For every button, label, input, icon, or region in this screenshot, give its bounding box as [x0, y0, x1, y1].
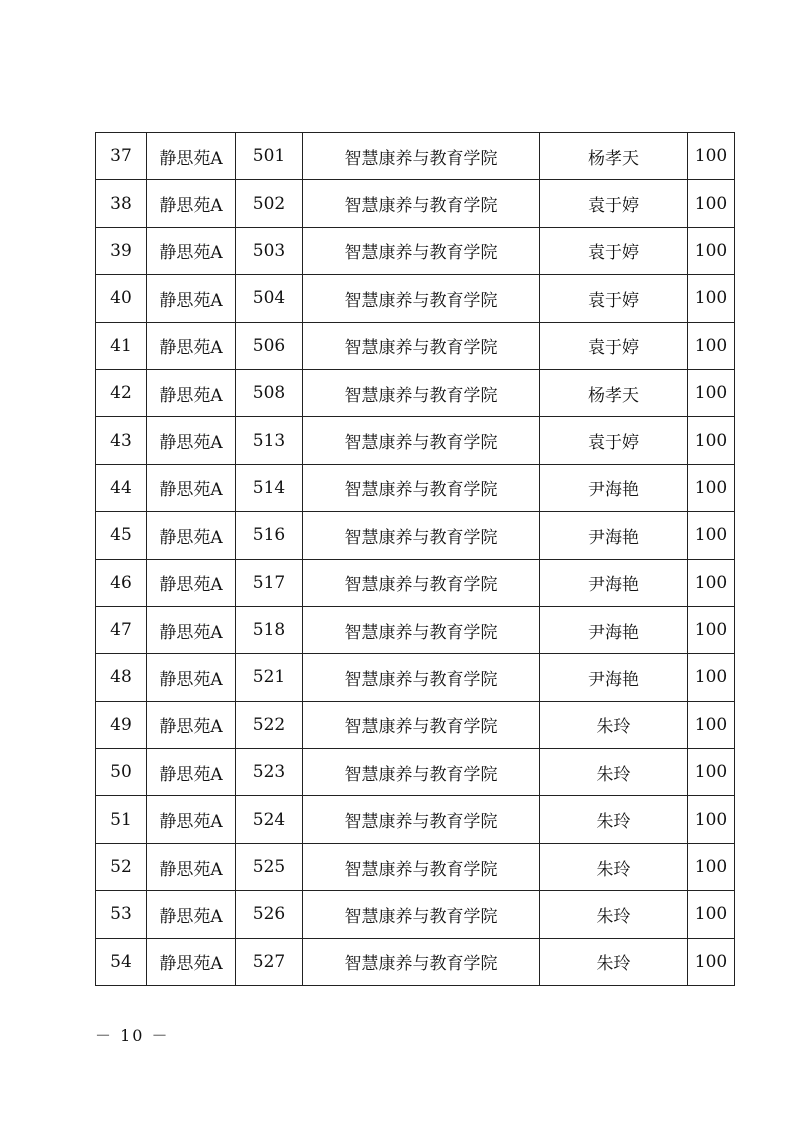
teacher-cell: 朱玲: [540, 891, 688, 938]
building-cell: 静思苑A: [147, 275, 236, 322]
row-index-cell: 37: [96, 133, 147, 180]
college-cell: 智慧康养与教育学院: [303, 843, 540, 890]
teacher-cell: 朱玲: [540, 843, 688, 890]
building-cell: 静思苑A: [147, 559, 236, 606]
table-row: [96, 606, 735, 653]
building-cell: 静思苑A: [147, 749, 236, 796]
score-cell: 100: [688, 227, 735, 274]
row-index-cell: 38: [96, 180, 147, 227]
row-index-cell: 46: [96, 559, 147, 606]
table-row: [96, 512, 735, 559]
room-number-cell: 522: [236, 701, 303, 748]
teacher-cell: 朱玲: [540, 938, 688, 985]
score-cell: 100: [688, 606, 735, 653]
building-cell: 静思苑A: [147, 606, 236, 653]
score-cell: 100: [688, 369, 735, 416]
row-index-cell: 43: [96, 417, 147, 464]
room-number-cell: 516: [236, 512, 303, 559]
college-cell: 智慧康养与教育学院: [303, 512, 540, 559]
college-cell: 智慧康养与教育学院: [303, 654, 540, 701]
building-cell: 静思苑A: [147, 417, 236, 464]
table-row: [96, 275, 735, 322]
table-row: [96, 180, 735, 227]
table-row: [96, 417, 735, 464]
table-row: [96, 322, 735, 369]
room-number-cell: 518: [236, 606, 303, 653]
room-number-cell: 504: [236, 275, 303, 322]
score-cell: 100: [688, 749, 735, 796]
dormitory-score-table: [95, 132, 735, 986]
room-number-cell: 508: [236, 369, 303, 416]
table-row: [96, 938, 735, 985]
room-number-cell: 501: [236, 133, 303, 180]
building-cell: 静思苑A: [147, 891, 236, 938]
teacher-cell: 袁于婷: [540, 275, 688, 322]
score-cell: 100: [688, 133, 735, 180]
row-index-cell: 44: [96, 464, 147, 511]
score-cell: 100: [688, 701, 735, 748]
row-index-cell: 47: [96, 606, 147, 653]
row-index-cell: 50: [96, 749, 147, 796]
score-cell: 100: [688, 654, 735, 701]
table-body: [96, 133, 735, 986]
score-cell: 100: [688, 417, 735, 464]
college-cell: 智慧康养与教育学院: [303, 749, 540, 796]
row-index-cell: 40: [96, 275, 147, 322]
building-cell: 静思苑A: [147, 180, 236, 227]
college-cell: 智慧康养与教育学院: [303, 369, 540, 416]
teacher-cell: 朱玲: [540, 701, 688, 748]
building-cell: 静思苑A: [147, 938, 236, 985]
table-row: [96, 464, 735, 511]
building-cell: 静思苑A: [147, 133, 236, 180]
building-cell: 静思苑A: [147, 322, 236, 369]
row-index-cell: 52: [96, 843, 147, 890]
room-number-cell: 521: [236, 654, 303, 701]
college-cell: 智慧康养与教育学院: [303, 464, 540, 511]
row-index-cell: 42: [96, 369, 147, 416]
teacher-cell: 尹海艳: [540, 654, 688, 701]
college-cell: 智慧康养与教育学院: [303, 938, 540, 985]
score-cell: 100: [688, 843, 735, 890]
row-index-cell: 48: [96, 654, 147, 701]
room-number-cell: 514: [236, 464, 303, 511]
college-cell: 智慧康养与教育学院: [303, 227, 540, 274]
score-cell: 100: [688, 512, 735, 559]
room-number-cell: 526: [236, 891, 303, 938]
score-cell: 100: [688, 464, 735, 511]
table-row: [96, 843, 735, 890]
row-index-cell: 49: [96, 701, 147, 748]
table-row: [96, 701, 735, 748]
room-number-cell: 524: [236, 796, 303, 843]
building-cell: 静思苑A: [147, 701, 236, 748]
teacher-cell: 朱玲: [540, 796, 688, 843]
table-row: [96, 227, 735, 274]
building-cell: 静思苑A: [147, 512, 236, 559]
college-cell: 智慧康养与教育学院: [303, 606, 540, 653]
building-cell: 静思苑A: [147, 369, 236, 416]
teacher-cell: 朱玲: [540, 749, 688, 796]
row-index-cell: 45: [96, 512, 147, 559]
row-index-cell: 54: [96, 938, 147, 985]
room-number-cell: 513: [236, 417, 303, 464]
table-row: [96, 133, 735, 180]
room-number-cell: 502: [236, 180, 303, 227]
score-cell: 100: [688, 180, 735, 227]
building-cell: 静思苑A: [147, 654, 236, 701]
table-row: [96, 891, 735, 938]
college-cell: 智慧康养与教育学院: [303, 180, 540, 227]
teacher-cell: 袁于婷: [540, 180, 688, 227]
table-row: [96, 559, 735, 606]
row-index-cell: 39: [96, 227, 147, 274]
room-number-cell: 517: [236, 559, 303, 606]
score-cell: 100: [688, 275, 735, 322]
page-number: － 10 －: [95, 1026, 170, 1045]
room-number-cell: 503: [236, 227, 303, 274]
college-cell: 智慧康养与教育学院: [303, 417, 540, 464]
college-cell: 智慧康养与教育学院: [303, 796, 540, 843]
building-cell: 静思苑A: [147, 227, 236, 274]
teacher-cell: 袁于婷: [540, 322, 688, 369]
teacher-cell: 袁于婷: [540, 417, 688, 464]
room-number-cell: 527: [236, 938, 303, 985]
teacher-cell: 尹海艳: [540, 512, 688, 559]
building-cell: 静思苑A: [147, 796, 236, 843]
building-cell: 静思苑A: [147, 464, 236, 511]
teacher-cell: 杨孝天: [540, 369, 688, 416]
teacher-cell: 尹海艳: [540, 464, 688, 511]
building-cell: 静思苑A: [147, 843, 236, 890]
score-cell: 100: [688, 559, 735, 606]
score-cell: 100: [688, 796, 735, 843]
score-cell: 100: [688, 322, 735, 369]
row-index-cell: 53: [96, 891, 147, 938]
row-index-cell: 41: [96, 322, 147, 369]
teacher-cell: 尹海艳: [540, 606, 688, 653]
college-cell: 智慧康养与教育学院: [303, 322, 540, 369]
table-row: [96, 654, 735, 701]
table-row: [96, 749, 735, 796]
table-row: [96, 796, 735, 843]
college-cell: 智慧康养与教育学院: [303, 133, 540, 180]
room-number-cell: 525: [236, 843, 303, 890]
college-cell: 智慧康养与教育学院: [303, 559, 540, 606]
row-index-cell: 51: [96, 796, 147, 843]
score-cell: 100: [688, 891, 735, 938]
teacher-cell: 杨孝天: [540, 133, 688, 180]
teacher-cell: 尹海艳: [540, 559, 688, 606]
college-cell: 智慧康养与教育学院: [303, 701, 540, 748]
college-cell: 智慧康养与教育学院: [303, 891, 540, 938]
room-number-cell: 523: [236, 749, 303, 796]
teacher-cell: 袁于婷: [540, 227, 688, 274]
college-cell: 智慧康养与教育学院: [303, 275, 540, 322]
room-number-cell: 506: [236, 322, 303, 369]
score-cell: 100: [688, 938, 735, 985]
table-row: [96, 369, 735, 416]
